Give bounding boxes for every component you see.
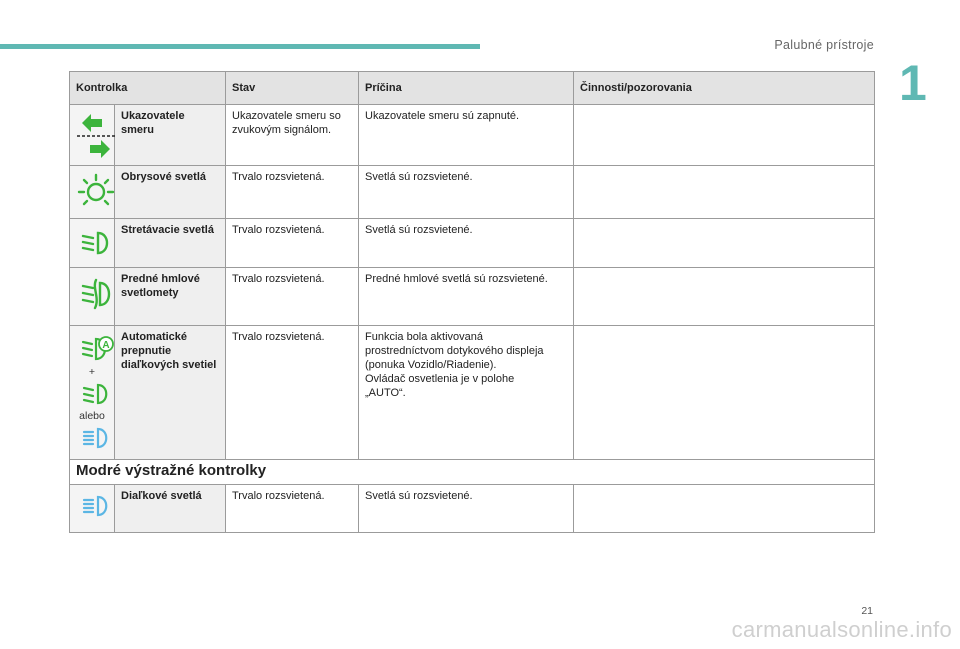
- row-state: Trvalo rozsvietená.: [226, 268, 359, 326]
- table-row: [70, 166, 875, 219]
- row-cause: Svetlá sú rozsvietené.: [359, 485, 574, 533]
- table-row: [70, 268, 875, 326]
- icon-cell: [70, 485, 115, 533]
- col-header-kontrolka: Kontrolka: [70, 72, 226, 105]
- cause-line: prostredníctvom dotykového displeja: [365, 345, 544, 357]
- table-row: [70, 485, 875, 533]
- row-cause: [359, 326, 574, 460]
- table-row: [70, 105, 875, 166]
- col-header-cinnosti: Činnosti/pozorovania: [574, 72, 875, 105]
- icon-cell: [70, 268, 115, 326]
- row-state: Trvalo rozsvietená.: [226, 219, 359, 268]
- row-state: Ukazovatele smeru so zvukovým signálom.: [226, 105, 359, 166]
- auto-headlamp-icon: [76, 332, 116, 364]
- row-action: [574, 166, 875, 219]
- watermark: carmanualsonline.info: [731, 617, 952, 642]
- icon-plus-label: +: [88, 366, 96, 378]
- dipped-beam-icon: [76, 380, 116, 408]
- row-name: Stretávacie svetlá: [115, 219, 226, 268]
- row-state: Trvalo rozsvietená.: [226, 485, 359, 533]
- svg-text:A: A: [102, 340, 110, 351]
- dipped-beam-icon: [76, 225, 116, 261]
- section-heading: Modré výstražné kontrolky: [70, 460, 875, 485]
- row-name: Diaľkové svetlá: [115, 485, 226, 533]
- row-cause: Ukazovatele smeru sú zapnuté.: [359, 105, 574, 166]
- row-name: Automatické prepnutie diaľkových svetiel: [115, 326, 226, 460]
- table-header-row: [70, 72, 875, 105]
- main-beam-icon: [76, 424, 116, 452]
- main-beam-icon: [76, 491, 116, 521]
- row-action: [574, 105, 875, 166]
- icon-cell: [70, 219, 115, 268]
- row-name: Ukazovatele smeru: [115, 105, 226, 166]
- section-title: Palubné prístroje: [774, 38, 874, 52]
- header-accent-bar: [0, 44, 480, 49]
- row-cause: Svetlá sú rozsvietené.: [359, 166, 574, 219]
- warning-lights-table: [69, 71, 875, 533]
- front-fog-lamps-icon: [76, 274, 116, 314]
- row-cause: Predné hmlové svetlá sú rozsvietené.: [359, 268, 574, 326]
- cause-line: „AUTO“.: [365, 387, 406, 399]
- icon-cell: [70, 166, 115, 219]
- turn-indicators-icon: [76, 111, 116, 159]
- row-state: Trvalo rozsvietená.: [226, 326, 359, 460]
- icon-cell: [70, 105, 115, 166]
- icon-cell: [70, 326, 115, 460]
- section-heading-row: [70, 460, 875, 485]
- row-name: Predné hmlové svetlomety: [115, 268, 226, 326]
- row-action: [574, 268, 875, 326]
- table-row: [70, 326, 875, 460]
- col-header-pricina: Príčina: [359, 72, 574, 105]
- row-action: [574, 485, 875, 533]
- page-number: 21: [861, 605, 873, 617]
- row-action: [574, 326, 875, 460]
- position-lights-icon: [76, 172, 116, 212]
- table-row: [70, 219, 875, 268]
- cause-line: Ovládač osvetlenia je v polohe: [365, 373, 515, 385]
- cause-line: Funkcia bola aktivovaná: [365, 331, 484, 343]
- chapter-number: 1: [899, 55, 927, 111]
- row-name: Obrysové svetlá: [115, 166, 226, 219]
- cause-line: (ponuka Vozidlo/Riadenie).: [365, 359, 497, 371]
- row-cause: Svetlá sú rozsvietené.: [359, 219, 574, 268]
- icon-or-label: alebo: [79, 410, 105, 422]
- col-header-stav: Stav: [226, 72, 359, 105]
- row-state: Trvalo rozsvietená.: [226, 166, 359, 219]
- row-action: [574, 219, 875, 268]
